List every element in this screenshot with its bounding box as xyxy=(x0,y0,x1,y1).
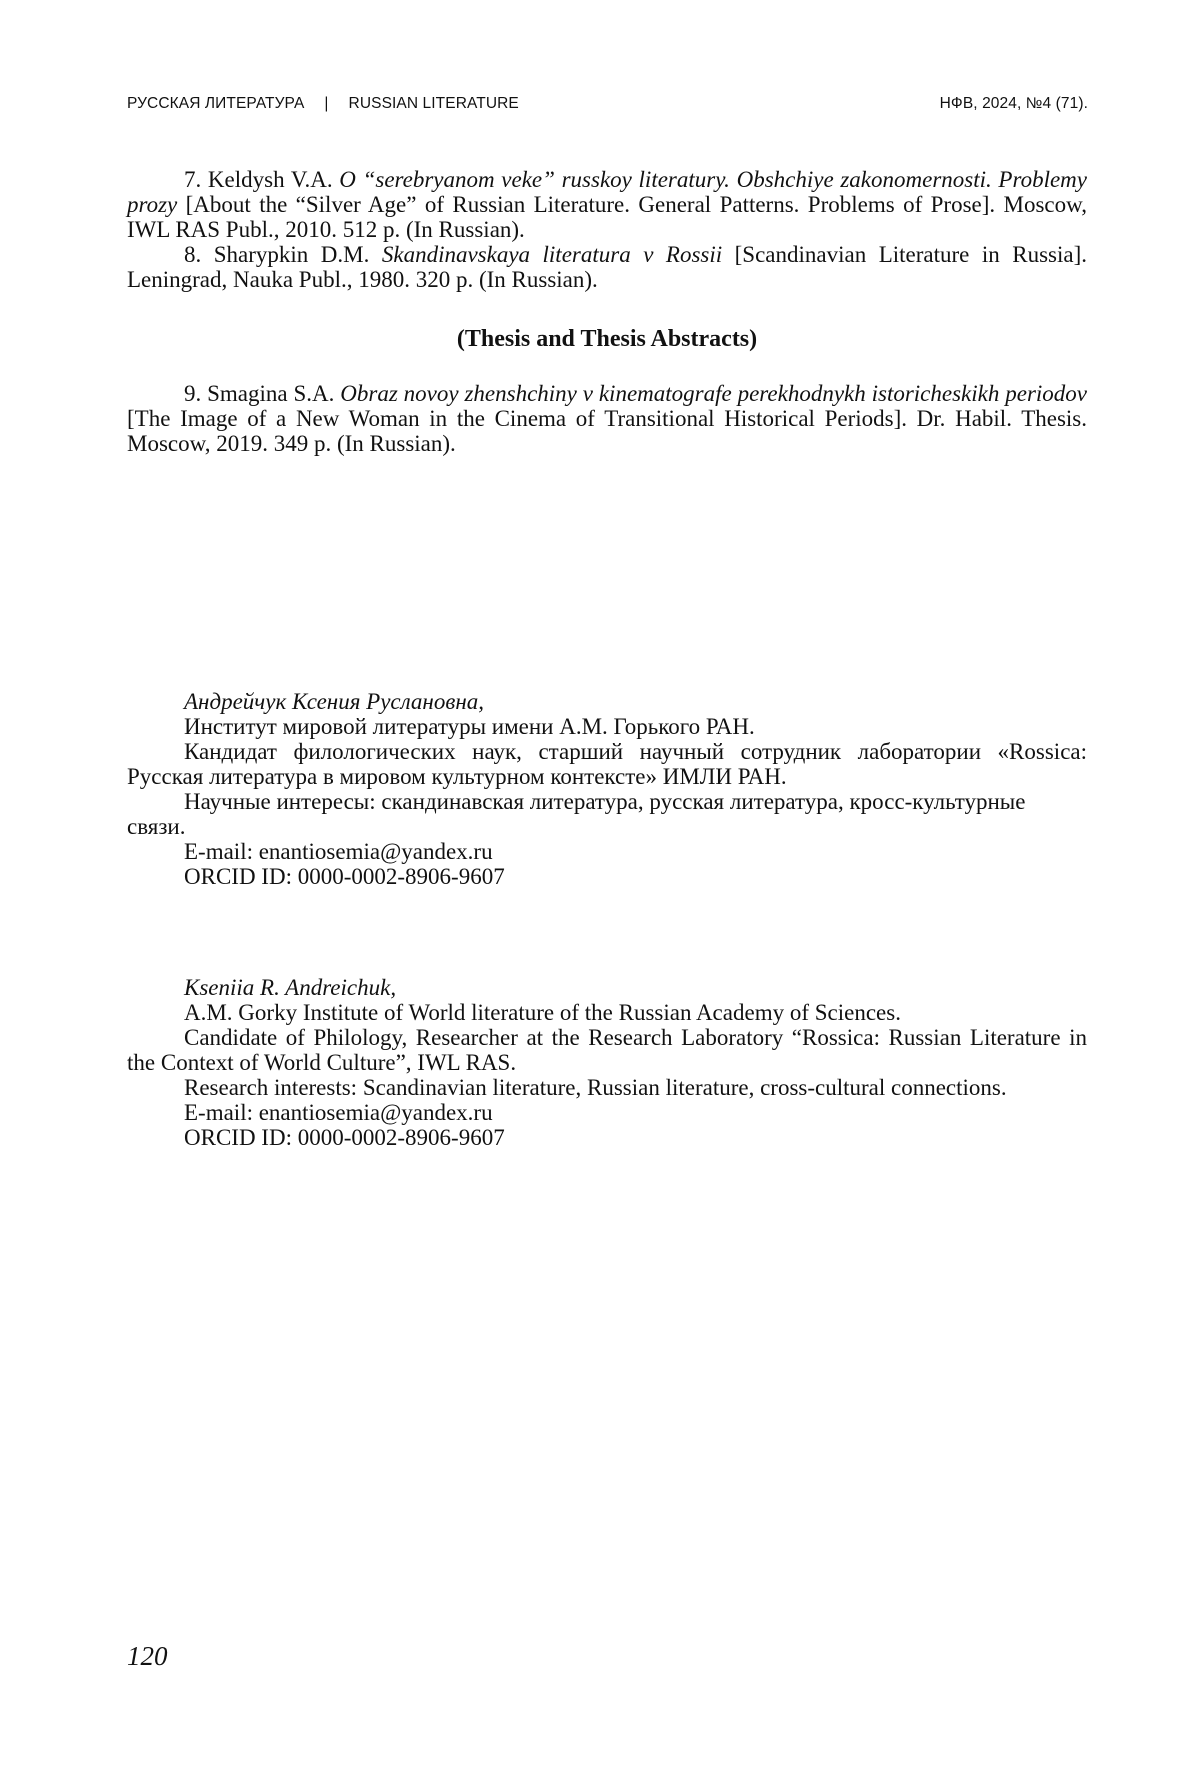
author-info-en xyxy=(127,975,1087,1150)
reference-title: Obraz novoy zhenshchiny v kinematografe perekhodnykh istoricheskikh periodov xyxy=(340,381,1087,406)
reference-item-9 xyxy=(127,381,1087,456)
author-position: Candidate of Philology, Researcher at the Research Laboratory “Rossica: Russian Literature in the Context of World Culture”, IWL RAS. xyxy=(127,1025,1087,1075)
author-info-ru xyxy=(127,689,1087,889)
author-orcid: ORCID ID: 0000-0002-8906-9607 xyxy=(184,1125,505,1150)
reference-list xyxy=(127,167,1087,292)
reference-details: [The Image of a New Woman in the Cinema of Transitional Historical Periods]. Dr. Habil. Thesis. Moscow, 2019. 349 p. (In Russian). xyxy=(127,406,1087,456)
reference-title: O “serebryanom veke” russkoy literatury. Obshchiye zakonomernosti. Problemy prozy xyxy=(127,167,1087,217)
header-section-title xyxy=(127,95,519,113)
header-journal-issue: НФВ, 2024, №4 (71). xyxy=(939,95,1088,112)
author-name: Андрейчук Ксения Руслановна, xyxy=(184,689,484,714)
thesis-section-heading: (Thesis and Thesis Abstracts) xyxy=(456,326,758,352)
header-separator: | xyxy=(324,95,329,112)
header-section-en: RUSSIAN LITERATURE xyxy=(348,95,519,112)
reference-details: [About the “Silver Age” of Russian Literature. General Patterns. Problems of Prose]. Moscow, IWL RAS Publ., 2010. 512 p. (In Russian). xyxy=(127,192,1087,242)
header-section-ru: РУССКАЯ ЛИТЕРАТУРА xyxy=(127,95,305,112)
thesis-reference-list xyxy=(127,381,1087,456)
author-orcid: ORCID ID: 0000-0002-8906-9607 xyxy=(184,864,505,889)
reference-title: Skandinavskaya literatura v Rossii xyxy=(381,242,723,267)
reference-item-7 xyxy=(127,167,1087,242)
reference-author: 9. Smagina S.A. xyxy=(184,381,341,406)
author-institution: Институт мировой литературы имени А.М. Горького РАН. xyxy=(184,714,755,739)
reference-author: 7. Keldysh V.A. xyxy=(184,167,340,192)
page-number: 120 xyxy=(127,1641,168,1671)
author-email: E-mail: enantiosemia@yandex.ru xyxy=(184,839,493,864)
running-header xyxy=(127,95,1088,113)
author-interests: Научные интересы: скандинавская литература, русская литература, кросс-культурные связи. xyxy=(127,789,1026,839)
author-institution: A.M. Gorky Institute of World literature of the Russian Academy of Sciences. xyxy=(184,1000,901,1025)
reference-author: 8. Sharypkin D.M. xyxy=(184,242,382,267)
reference-details: [Scandinavian Literature in Russia]. Leningrad, Nauka Publ., 1980. 320 p. (In Russian). xyxy=(127,242,1087,292)
author-name: Kseniia R. Andreichuk, xyxy=(184,975,397,1000)
author-interests: Research interests: Scandinavian literature, Russian literature, cross-cultural connections. xyxy=(184,1075,1007,1100)
author-email: E-mail: enantiosemia@yandex.ru xyxy=(184,1100,493,1125)
author-position: Кандидат филологических наук, старший научный сотрудник лаборатории «Rossica: Русская литература в мировом культурном контексте» ИМЛИ РАН. xyxy=(127,739,1087,789)
reference-item-8 xyxy=(127,242,1087,292)
